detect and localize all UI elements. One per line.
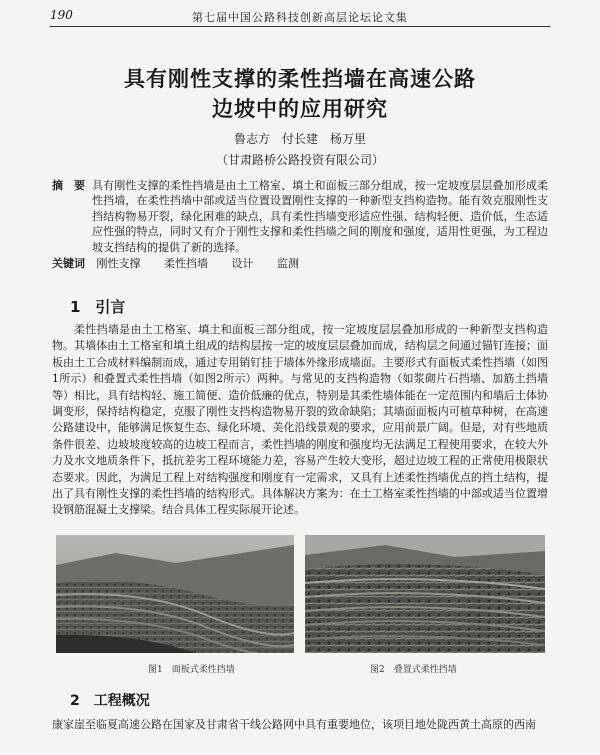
figure-2-photo (305, 535, 545, 653)
stacked-retaining-wall-image (305, 535, 545, 653)
keyword: 柔性挡墙 (164, 257, 208, 270)
section-1-heading: 1 引言 (70, 298, 126, 316)
journal-title: 第七届中国公路科技创新高层论坛论文集 (192, 11, 408, 24)
section-2-heading: 2 工程概况 (70, 693, 150, 709)
title-line-2: 边坡中的应用研究 (212, 96, 388, 121)
abstract (52, 178, 548, 255)
keyword: 设计 (231, 257, 254, 270)
paper-title (0, 64, 600, 124)
page-number: 190 (50, 8, 73, 22)
keyword: 刚性支撑 (96, 257, 141, 270)
running-header (50, 6, 550, 27)
section-2-first-line: 康家崖至临夏高速公路在国家及甘肃省干线公路网中具有重要地位，该项目地处陇西黄土高原的西南 (52, 718, 536, 731)
abstract-text: 具有刚性支撑的柔性挡墙是由土工格室、填土和面板三部分组成，按一定坡度层层叠加形成柔性挡墙，在柔性挡墙中部或适当位置设置刚性支撑的一种新型支挡构造物。能有效克服刚性支挡结构物易开裂，绿化困难的缺点，具有柔性挡墙变形适应性强、结构轻便、造价低，生态适应性强的特点，同时又有介于刚性支撑和柔性挡墙之间的刚度和强度，适用性更强，为工程边坡支挡结构的提供了新的选择。 (92, 179, 548, 254)
affiliation: （甘肃路桥公路投资有限公司） (215, 153, 384, 167)
section-1-body (52, 322, 548, 519)
abstract-label: 摘 要 (52, 179, 85, 192)
keyword: 监测 (277, 257, 299, 270)
figure-1-caption: 图1 面板式柔性挡墙 (148, 665, 235, 675)
figure-1-photo (56, 535, 294, 653)
panel-retaining-wall-image (56, 535, 294, 653)
figure-2-caption: 图2 叠置式柔性挡墙 (370, 665, 457, 675)
body-paragraph: 柔性挡墙是由土工格室、填土和面板三部分组成，按一定坡度层层叠加形成的一种新型支挡构造物。其墙体由土工格室和填土组成的结构层按一定的坡度层层叠加而成，结构层之间通过锚钉连接；面板由土工合成材料编制而成，通过专用销钉挂于墙体外缘形成墙面。主要形式有面板式柔性挡墙（如图1所示）和叠置式柔性挡墙（如图2所示）两种。与常见的支挡构造物（如浆砌片石挡墙、加筋土挡墙等）相比，具有结构轻、施工简便、造价低廉的优点，特别是其柔性墙体能在一定范围内和墙后土体协调变形，保持结构稳定，克服了刚性支挡构造物易开裂的致命缺陷；其墙面面板内可植草种树，在高速公路建设中，能够满足恢复生态、绿化环境、美化沿线景观的要求，应用前景广阔。但是，对有些地质条件很差、边坡坡度较高的边坡工程而言，柔性挡墙的刚度和强度均无法满足工程使用要求，在较大外力及水文地质条件下，抵抗差劣工程环境能力差，容易产生较大变形，超过边坡工程的正常使用极限状态要求。因此，为满足工程上对结构强度和刚度有一定需求，又具有上述柔性挡墙优点的挡土结构，提出了具有刚性支撑的柔性挡墙的结构形式。具体解决方案为：在土工格室柔性挡墙的中部或适当位置增设钢筋混凝土支撑梁。结合具体工程实际展开论述。 (52, 323, 548, 517)
keywords-label: 关键词 (52, 257, 85, 270)
keywords (52, 255, 548, 271)
authors: 鲁志方 付长建 杨万里 (233, 132, 366, 146)
title-line-1: 具有刚性支撑的柔性挡墙在高速公路 (124, 66, 476, 91)
